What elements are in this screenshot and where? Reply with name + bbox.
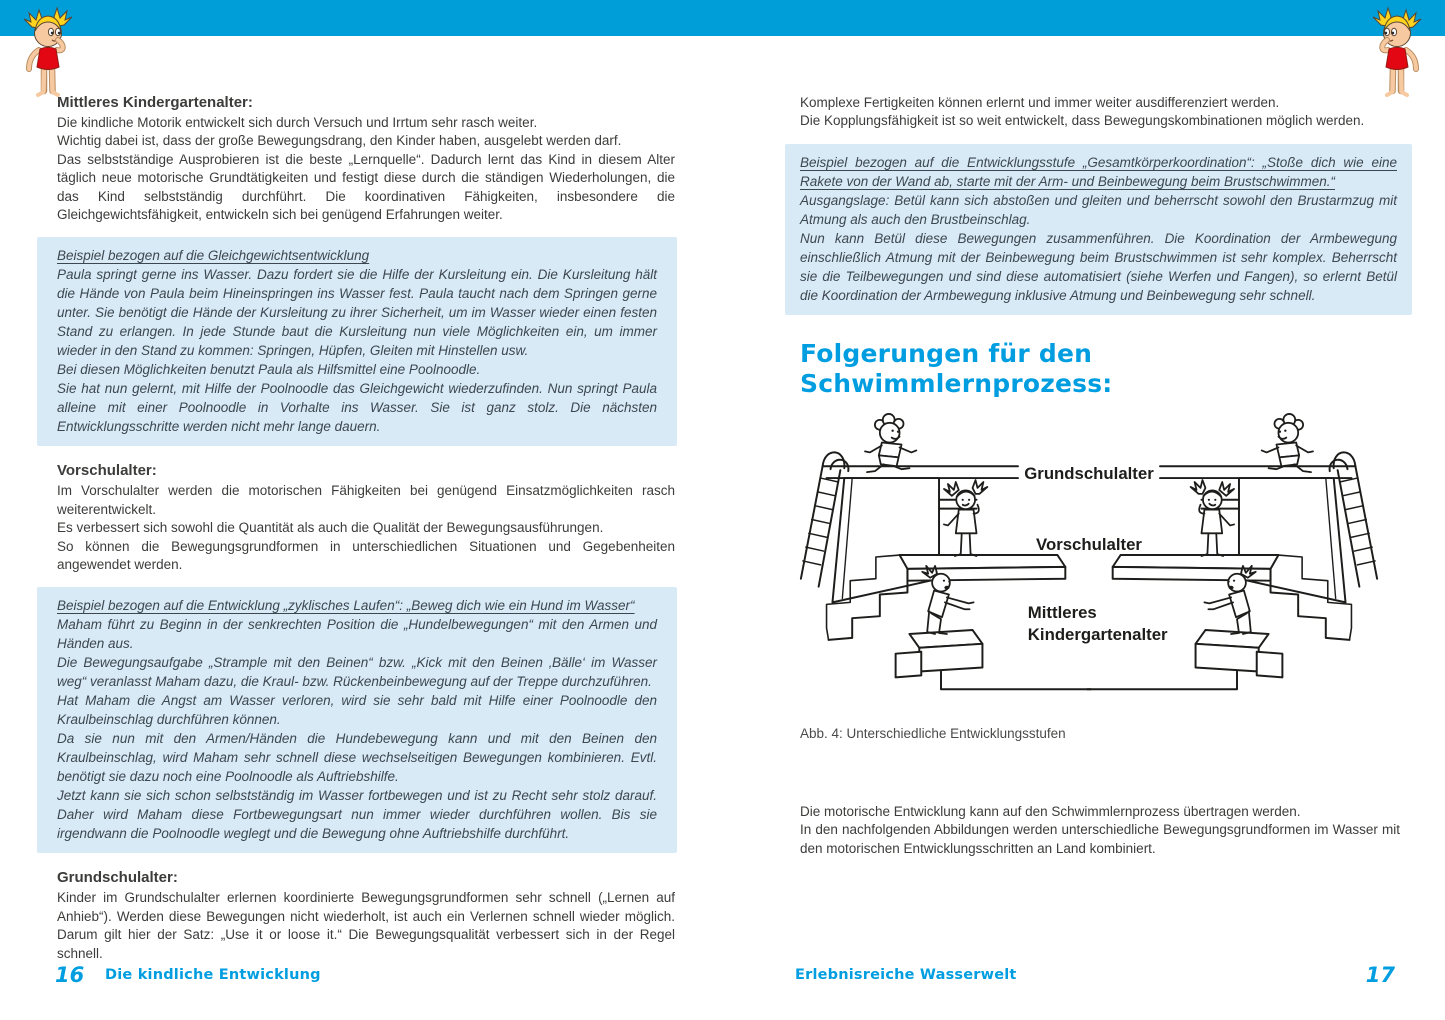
header-band: [0, 0, 1445, 36]
example-box-line: Da sie nun mit den Armen/Händen die Hundebewegung kann und mit den Beinen den Kraulbeinschlag, wird Maham sehr schnell diese wechselseitigen Bewegungen kombinieren. Evtl. benötigt sie dazu noch eine Poolnoodle als Auftriebshilfe.: [57, 731, 657, 785]
paragraph-line: So können die Bewegungsgrundformen in unterschiedlichen Situationen und Gegebenheiten angewendet werden.: [57, 538, 675, 573]
section-heading: Vorschulalter:: [57, 462, 157, 480]
example-box-line: Ausgangslage: Betül kann sich abstoßen und gleiten und beherrscht sowohl den Brustarmzug mit Atmung als auch den Brustbeinschlag.: [800, 192, 1397, 227]
paragraph-line: Die motorische Entwicklung kann auf den Schwimmlernprozess übertragen werden.: [800, 803, 1301, 819]
example-box-balance: [37, 237, 677, 446]
example-box-line: Maham führt zu Beginn in der senkrechten Position die „Hundelbewegungen“ mit den Armen und Händen aus.: [57, 617, 657, 652]
figure-caption: Abb. 4: Unterschiedliche Entwicklungsstufen: [800, 725, 1066, 741]
figure-label-kindergartenalter: Kindergartenalter: [1027, 624, 1168, 644]
example-box-whole-body-coordination: [785, 144, 1412, 315]
example-box-line: Jetzt kann sie sich schon selbstständig im Wasser fortbewegen und ist zu Recht sehr stolz darauf. Daher wird Maham diese Fortbewegungsart nun immer wieder durchführen wollen. Bis sie irgendwann die Poolnoodle weglegt und die Bewegung ohne Auftriebshilfe durchführt.: [57, 788, 657, 842]
pool-platforms-illustration: [793, 409, 1385, 705]
section-heading: Grundschulalter:: [57, 869, 178, 887]
development-stages-figure: [793, 409, 1412, 710]
example-box-line: Sie hat nun gelernt, mit Hilfe der Poolnoodle das Gleichgewicht wiederzufinden. Nun springt Paula alleine mit einer Poolnoodle in Vorhalte ins Wasser. Sie ist ganz stolz. Die nächsten Entwicklungsschritte werden nicht mehr lange dauern.: [57, 381, 657, 435]
example-box-line: Bei diesen Möglichkeiten benutzt Paula als Hilfsmittel eine Poolnoodle.: [57, 362, 481, 378]
chapter-label-left: Die kindliche Entwicklung: [105, 967, 321, 983]
paragraph-line: Wichtig dabei ist, dass der große Bewegungsdrang, den Kinder haben, ausgelebt werden darf.: [57, 133, 622, 149]
figure-label-grundschulalter: Grundschulalter: [1024, 463, 1154, 483]
example-box-line: Paula springt gerne ins Wasser. Dazu fordert sie die Hilfe der Kursleitung ein. Die Kursleitung hält die Hände von Paula beim Hineinspringen ins Wasser fest. Paula taucht nach dem Springen gerne unter. Sie benötigt die Hände der Kursleitung zu ihrer Sicherheit, um im Wasser wieder einen festen Stand zu erlangen. In jede Stunde baut die Kursleitung nun viele Möglichkeiten ein, um immer wieder in den Stand zu kommen: Springen, Hüpfen, Gleiten mit Hinstellen usw.: [57, 267, 657, 359]
paragraph-line: Es verbessert sich sowohl die Quantität als auch die Qualität der Bewegungsausführungen.: [57, 520, 604, 536]
right-page-column: [785, 94, 1412, 858]
example-box-title: Beispiel bezogen auf die Entwicklung „zyklisches Laufen“: „Beweg dich wie ein Hund im Wasser“: [57, 598, 635, 614]
chapter-label-right: Erlebnisreiche Wasserwelt: [795, 967, 1017, 983]
figure-label-vorschulalter: Vorschulalter: [1036, 534, 1142, 554]
example-box-title: Beispiel bezogen auf die Entwicklungsstufe „Gesamtkörperkoordination“: „Stoße dich wie eine Rakete von der Wand ab, starte mit der Arm- und Beinbewegung beim Brustschwimmen.“: [800, 154, 1397, 189]
girl-mascot-icon: [1366, 6, 1428, 101]
paragraph-line: Kinder im Grundschulalter erlernen koordinierte Bewegungsgrundformen sehr schnell („Lernen auf Anhieb“). Werden diese Bewegungen nicht wiederholt, ist auch ein Verlernen schnell wieder möglich. Darum gilt hier der Satz: „Use it or loose it.“ Die Bewegungsqualität verbessert sich in der Regel schnell.: [57, 890, 675, 961]
paragraph-line: Die Kopplungsfähigkeit ist so weit entwickelt, dass Bewegungskombinationen möglich werden.: [800, 113, 1365, 129]
example-box-line: Hat Maham die Angst am Wasser verloren, wird sie sehr bald mit Hilfe einer Poolnoodle den Kraulbeinschlag durchführen können.: [57, 693, 657, 728]
example-box-line: Nun kann Betül diese Bewegungen zusammenführen. Die Koordination der Armbewegung einschließlich Atmung mit der Beinbewegung beim Brustschwimmen ist sehr komplex. Beherrscht sie die Teilbewegungen und sind diese automatisiert (siehe Werfen und Fangen), so erlernt Betül die Koordination der Armbewegung inklusive Atmung und Beinbewegung sehr schnell.: [800, 230, 1397, 303]
paragraph-line: Das selbstständige Ausprobieren ist die beste „Lernquelle“. Dadurch lernt das Kind in diesem Alter täglich neue motorische Grundtätigkeiten und festigt diese durch die ständigen Wiederholungen, die das Kind selbstständig durchführt. Die koordinativen Fähigkeiten, insbesondere die Gleichgewichtsfähigkeit, entwickeln sich bei genügend Erfahrungen weiter.: [57, 151, 675, 223]
left-page-column: [37, 94, 677, 963]
page-number-left: 16: [55, 963, 85, 987]
example-box-cyclic-running: [37, 587, 677, 853]
paragraph-line: Im Vorschulalter werden die motorischen Fähigkeiten bei genügend Einsatzmöglichkeiten rasch weiterentwickelt.: [57, 483, 675, 517]
paragraph-line: Komplexe Fertigkeiten können erlernt und immer weiter ausdifferenziert werden.: [800, 95, 1280, 110]
example-box-line: Die Bewegungsaufgabe „Strample mit den Beinen“ bzw. „Kick mit den Beinen ‚Bälle‘ im Wasser weg“ veranlasst Maham dazu, die Kraul- bzw. Rückenbeinbewegung auf der Treppe durchzuführen.: [57, 655, 657, 690]
page-number-right: 17: [1365, 963, 1395, 987]
figure-label-mittleres: Mittleres: [1027, 602, 1097, 622]
paragraph-line: In den nachfolgenden Abbildungen werden unterschiedliche Bewegungsgrundformen im Wasser mit den motorischen Entwicklungsschritten an Land kombiniert.: [800, 822, 1400, 856]
girl-mascot-icon: [17, 6, 79, 101]
example-box-title: Beispiel bezogen auf die Gleichgewichtsentwicklung: [57, 248, 370, 264]
paragraph-line: Die kindliche Motorik entwickelt sich durch Versuch und Irrtum sehr rasch weiter.: [57, 115, 538, 130]
section-heading: Mittleres Kindergartenalter:: [57, 94, 253, 111]
chapter-heading: Folgerungen für den Schwimmlernprozess:: [800, 338, 1113, 398]
